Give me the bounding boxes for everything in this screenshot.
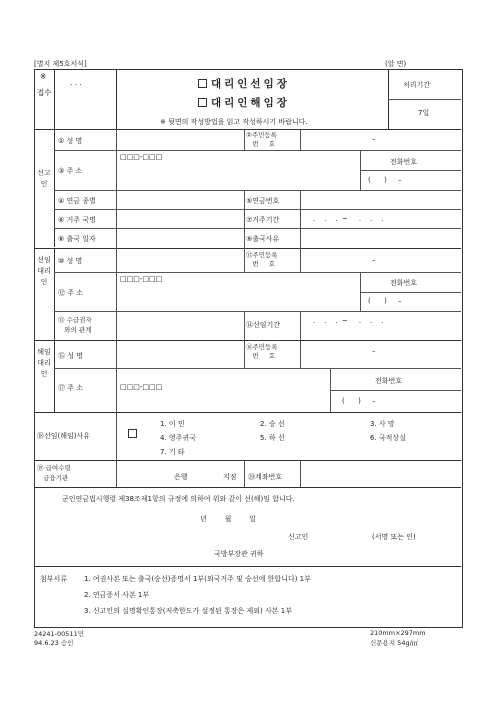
reporter-rrn-dash[interactable]: – [372,135,376,143]
reason-option-5[interactable]: 5. 하 선 [260,434,285,442]
reporter-name-label: ① 성 명 [58,137,83,145]
reason-checkbox[interactable] [128,429,137,439]
appointed-period-value[interactable]: . . . ~ . . . [313,317,384,325]
dismissed-postal[interactable]: □□□-□□□ [120,383,163,391]
reason-option-3[interactable]: 3. 사 망 [370,420,395,428]
processing-value: 7일 [418,109,430,117]
departure-date-label: ⑧ 출국 일자 [58,235,96,243]
receipt-mark: ※ [40,72,47,81]
period-value[interactable]: . . . ~ . . . [313,215,384,223]
attachment-item-1: 1. 여권사본 또는 출국(승선)증명서 1부(외국거주 및 승선에 한합니다) 1부 [84,575,311,583]
page-side: (앞 면) [385,60,407,68]
dismissed-rrn-label: ⑯주민등록 번 호 [246,343,278,360]
bank-name-label: 은행 [174,473,188,481]
section-dismissed: 해임대리인 [37,348,51,378]
title-dismiss: 대리인해임장 [198,95,290,110]
reporter-phone-label: 전화번호 [390,158,418,166]
appointed-postal[interactable]: □□□-□□□ [120,275,163,283]
dismissed-phone[interactable]: ( ) – [342,397,376,405]
bank-branch-label: 지점 [223,473,237,481]
appointed-rrn-label: ⑪주민등록 번 호 [246,251,278,268]
title-appoint: 대리인선임장 [198,76,290,91]
appointed-rrn-dash[interactable]: – [372,256,376,264]
reporter-address-label: ③ 주 소 [58,167,83,175]
declaration-reporter: 신고인 [288,533,309,541]
appointed-address-label: ⑫ 주 소 [58,289,83,297]
country-label: ⑥ 거주 국명 [58,216,96,224]
pension-type-label: ④ 연금 종별 [58,197,96,205]
signature-label: (서명 또는 인) [372,533,416,541]
relation-label: ⑬ 수급권자 와의 관계 [58,316,92,334]
reason-option-1[interactable]: 1. 이 민 [160,420,185,428]
reason-label: ⑱선임(해임)사유 [37,432,91,440]
appointed-name-label: ⑩ 성 명 [58,257,83,265]
reporter-phone[interactable]: ( ) – [368,176,402,184]
processing-label: 처리기간 [403,81,431,89]
reporter-rrn-label: ②주민등록 번 호 [246,131,277,148]
departure-reason-label: ⑨출국사유 [246,235,280,243]
attachment-item-2: 2. 연금증서 사본 1부 [84,591,150,599]
receipt-dots: . . . [70,78,82,87]
reason-option-6[interactable]: 6. 국적상실 [370,434,406,442]
dismissed-name-label: ⑮ 성 명 [58,352,83,360]
attachments-label: 첨부서류 [40,575,68,583]
instruction: ※ 뒷면의 작성방법을 읽고 작성하시기 바랍니다. [160,118,308,126]
appointed-period-label: ⑭선임기간 [246,321,281,329]
reason-option-2[interactable]: 2. 승 선 [260,420,285,428]
reason-option-7[interactable]: 7. 기 타 [160,448,185,456]
account-label: ⑳계좌번호 [248,473,283,481]
reporter-postal[interactable]: □□□-□□□ [120,153,163,161]
section-appointed: 선임대리인 [37,256,51,286]
footer-code: 24241-00511민 [34,630,84,638]
form-number: [별지 제5호서식] [34,60,87,68]
appointed-phone[interactable]: ( ) – [368,297,402,305]
footer-paper: 신문용지 54g/㎡ [370,639,419,647]
dismissed-rrn-dash[interactable]: – [372,347,376,355]
dismissed-phone-label: 전화번호 [375,377,403,385]
footer-approval: 94.6.23 승인 [34,639,74,647]
addressee: 국방부장관 귀하 [214,550,264,558]
dismissed-address-label: ⑰ 주 소 [58,384,83,392]
appoint-checkbox[interactable] [198,79,207,88]
dismiss-checkbox[interactable] [198,98,207,107]
section-reporter: 신고인 [37,169,51,188]
declaration-date[interactable]: 년 월 일 [200,515,256,523]
period-label: ⑦거주기간 [246,216,280,224]
reason-option-4[interactable]: 4. 영주귀국 [160,434,196,442]
receipt-label: 접수 [37,88,52,97]
attachment-item-3: 3. 신고인의 실명확인통장(저축한도가 설정된 통장은 제외) 사본 1부 [84,607,292,615]
bank-label: ⑲ 급여수령 금융기관 [37,464,71,482]
pension-no-label: ⑤연금번호 [246,197,280,205]
appointed-phone-label: 전화번호 [390,279,418,287]
footer-size: 210mm×297mm [370,629,426,637]
declaration-text: 군인연금법시행령 제38조제1항의 규정에 의하여 위와 같이 선(해)임 합니다. [62,495,295,503]
